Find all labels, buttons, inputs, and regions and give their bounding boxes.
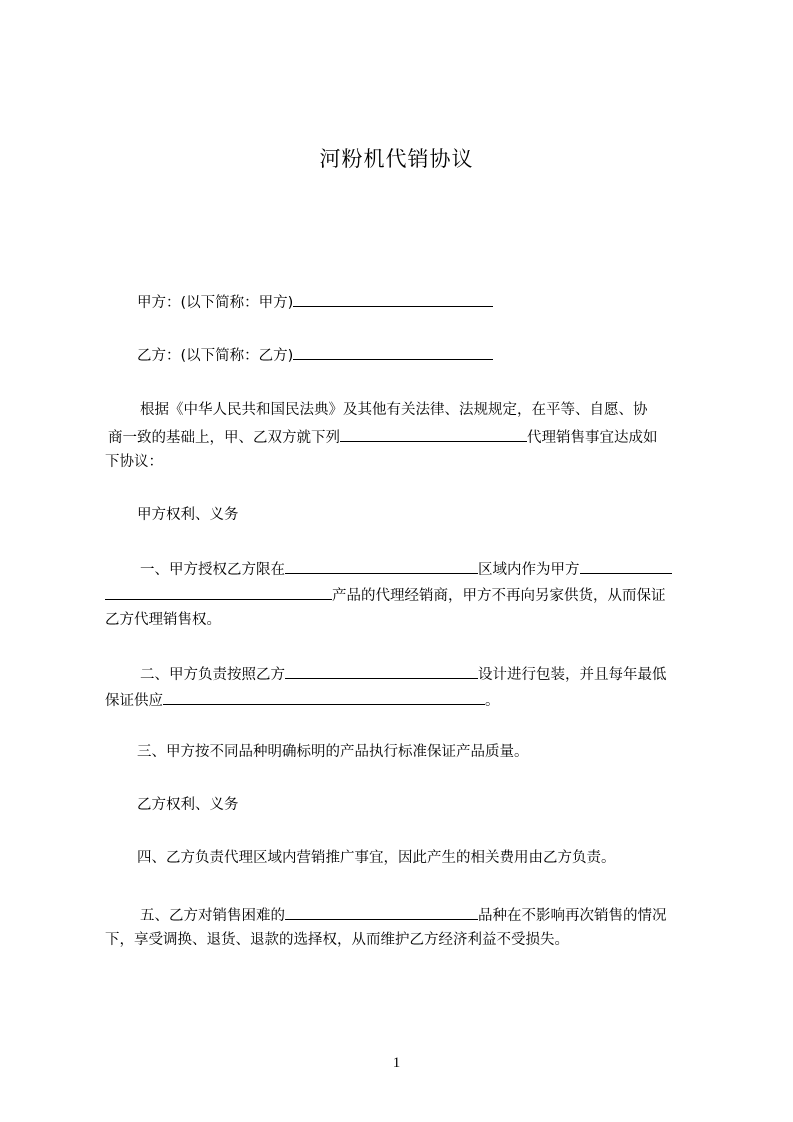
item-2-supply-blank [163, 689, 485, 705]
item-2-text-c: 保证供应 [105, 693, 163, 709]
item-5-variety-blank [285, 904, 478, 920]
item-2-text-d: 。 [485, 693, 500, 709]
section-party-b-heading: 乙方权利、义务 [137, 797, 239, 813]
item-1-product-blank-b [105, 584, 332, 600]
item-5-text-b: 品种在不影响再次销售的情况 [478, 908, 667, 924]
item-1-text-c: 产品的代理经销商，甲方不再向另家供货，从而保证 [332, 588, 666, 604]
intro-text-2a: 商一致的基础上，甲、乙双方就下列 [108, 430, 340, 446]
item-1-text-a: 一、甲方授权乙方限在 [140, 562, 285, 578]
item-4-line: 四、乙方负责代理区域内营销推广事宜，因此产生的相关费用由乙方负责。 [137, 850, 616, 866]
item-1-product-blank-a [580, 558, 672, 574]
item-1-line-2 [105, 584, 705, 606]
party-b-label: 乙方：(以下简称：乙方) [137, 348, 294, 364]
item-2-text-a: 二、甲方负责按照乙方 [140, 667, 285, 683]
item-1-region-blank [285, 558, 478, 574]
party-b-blank [293, 344, 493, 360]
item-5-line-1 [140, 904, 740, 926]
item-2-text-b: 设计进行包装，并且每年最低 [478, 667, 667, 683]
party-b-line [137, 344, 737, 366]
document-title: 河粉机代销协议 [319, 147, 474, 171]
item-2-design-blank [285, 663, 478, 679]
item-3-line: 三、甲方按不同品种明确标明的产品执行标准保证产品质量。 [137, 744, 529, 760]
intro-line-3: 下协议： [105, 454, 163, 470]
item-2-line-1 [140, 663, 740, 685]
item-1-line-3: 乙方代理销售权。 [105, 612, 221, 628]
item-5-line-2: 下，享受调换、退货、退款的选择权，从而维护乙方经济利益不受损失。 [105, 932, 569, 948]
item-5-text-a: 五、乙方对销售困难的 [140, 908, 285, 924]
item-2-line-2 [105, 689, 705, 711]
party-a-line [137, 291, 737, 313]
item-1-text-b: 区域内作为甲方 [478, 562, 580, 578]
intro-line-2 [108, 426, 708, 448]
intro-text-2b: 代理销售事宜达成如 [527, 430, 658, 446]
item-1-line-1 [140, 558, 740, 580]
party-a-blank [293, 291, 493, 307]
section-party-a-heading: 甲方权利、义务 [137, 507, 239, 523]
party-a-label: 甲方：(以下简称：甲方) [137, 295, 294, 311]
intro-blank [340, 426, 527, 442]
intro-line-1: 根据《中华人民共和国民法典》及其他有关法律、法规规定，在平等、自愿、协 [140, 402, 648, 418]
page-number: 1 [392, 1055, 401, 1071]
